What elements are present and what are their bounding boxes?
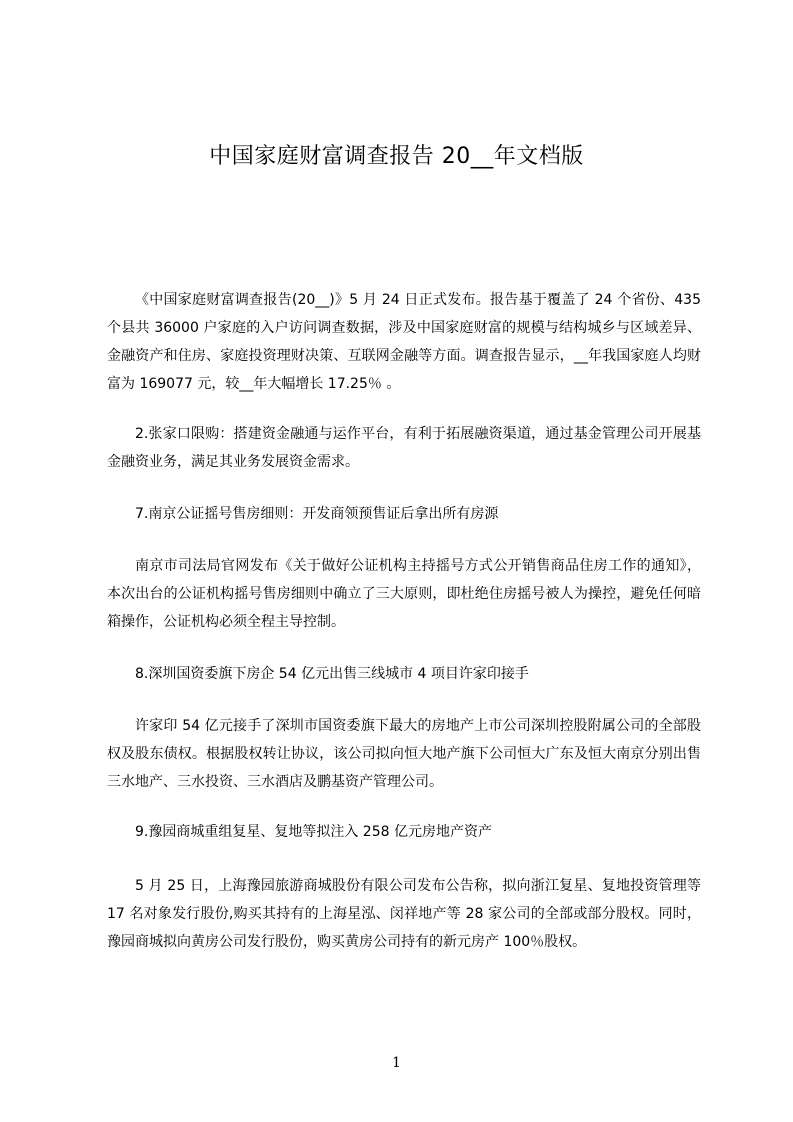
page-number: 1 [392,1055,401,1071]
paragraph-yuyuan: 5 月 25 日，上海豫园旅游商城股份有限公司发布公告称，拟向浙江复星、复地投资管理等 17 名对象发行股份,购买其持有的上海星泓、闵祥地产等 28 家公司的全部或部分股权。同时，豫园商城拟向黄房公司发行股份，购买黄房公司持有的新元房产 100％股权。 [107,878,701,950]
heading-yuyuan: 9.豫园商城重组复星、复地等拟注入 258 亿元房地产资产 [135,824,492,840]
heading-shenzhen: 8.深圳国资委旗下房企 54 亿元出售三线城市 4 项目许家印接手 [135,666,529,682]
document-title: 中国家庭财富调查报告 20__年文档版 [209,144,584,169]
heading-nanjing: 7.南京公证摇号售房细则：开发商领预售证后拿出所有房源 [135,506,499,522]
paragraph-nanjing: 南京市司法局官网发布《关于做好公证机构主持摇号方式公开销售商品住房工作的通知》，本次出台的公证机构摇号售房细则中确立了三大原则，即杜绝住房摇号被人为操控，避免任何暗箱操作，公证机构必须全程主导控制。 [107,558,701,630]
paragraph-shenzhen: 许家印 54 亿元接手了深圳市国资委旗下最大的房地产上市公司深圳控股附属公司的全部股权及股东债权。根据股权转让协议，该公司拟向恒大地产旗下公司恒大广东及恒大南京分别出售三水地产、三水投资、三水酒店及鹏基资产管理公司。 [107,718,701,790]
paragraph-report-release: 《中国家庭财富调查报告(20__)》5 月 24 日正式发布。报告基于覆盖了 24 个省份、435 个县共 36000 户家庭的入户访问调查数据，涉及中国家庭财富的规模与结构城乡与区域差异、金融资产和住房、家庭投资理财决策、互联网金融等方面。调查报告显示，__年我国家庭人均财富为 169077 元，较__年大幅增长 17.25％ 。 [107,292,701,392]
paragraph-zhangjiakou: 2.张家口限购：搭建资金融通与运作平台，有利于拓展融资渠道，通过基金管理公司开展基金融资业务，满足其业务发展资金需求。 [107,426,701,470]
